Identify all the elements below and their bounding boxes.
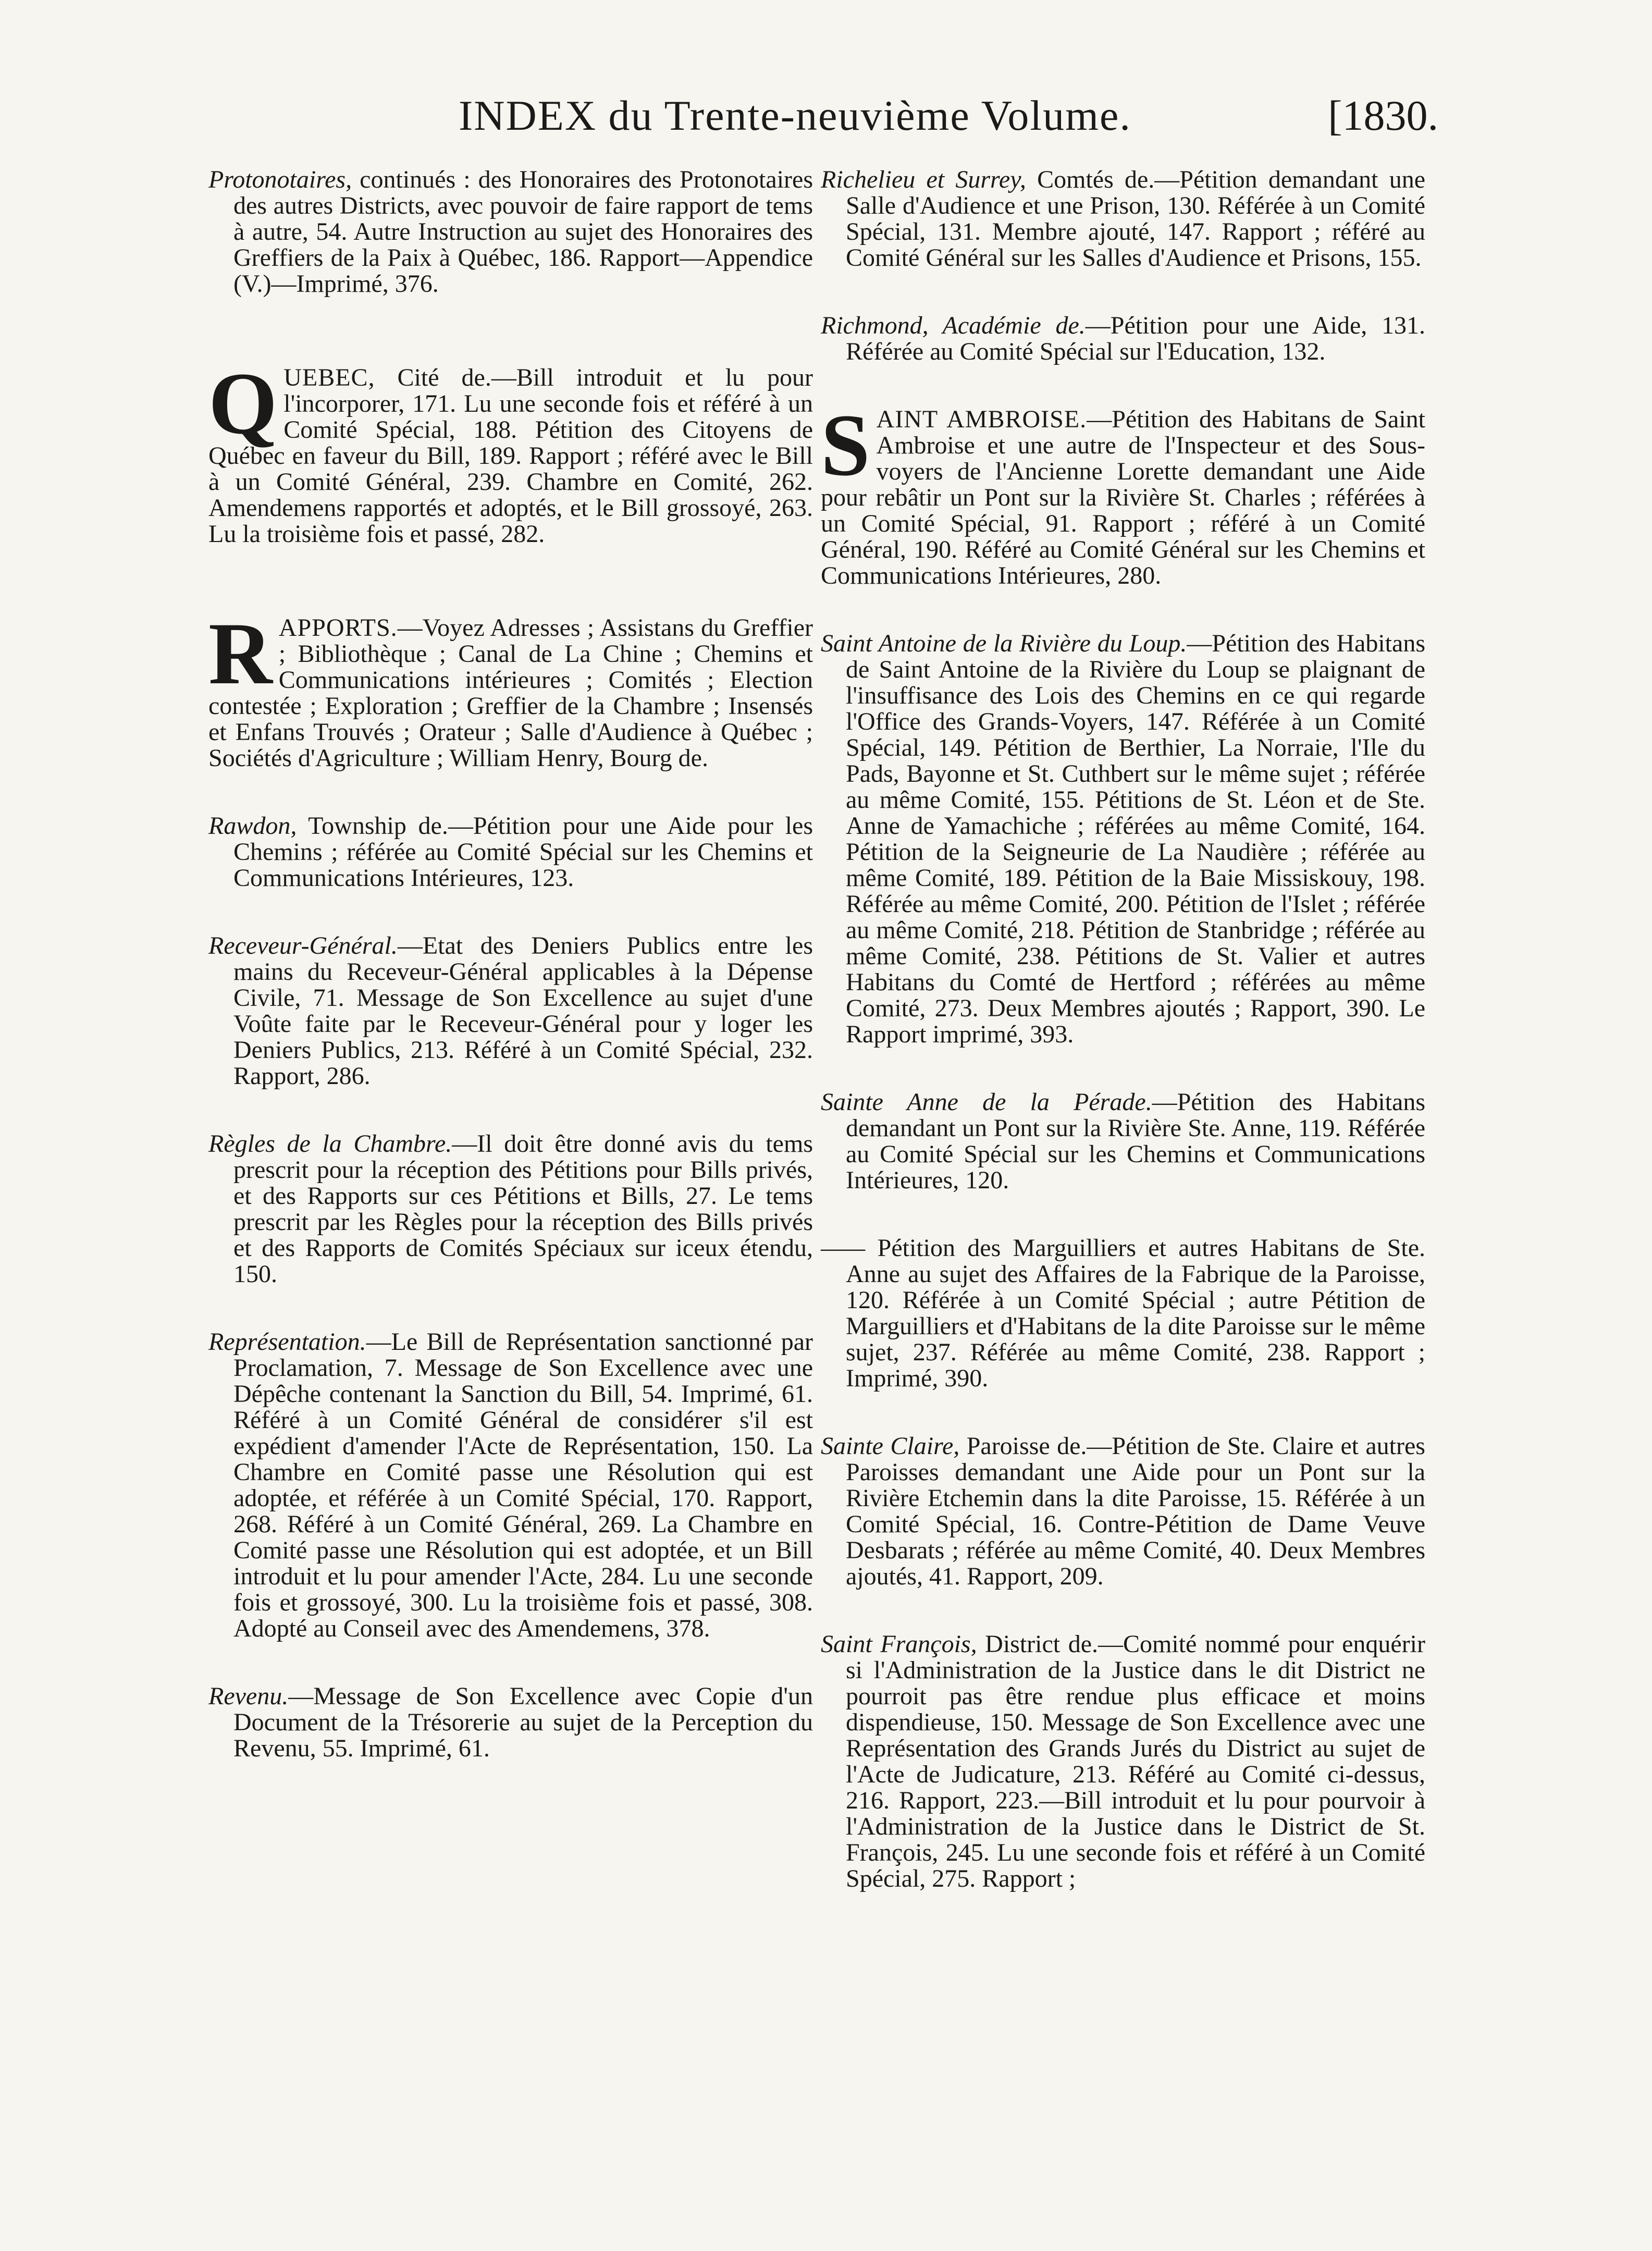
entry-text: Township de.—Pétition pour une Aide pour les Chemins ; référée au Comité Spécial sur les Chemins et Communications Intérieures, 123. [233,812,813,892]
entry-text: continués : des Honoraires des Protonotaires des autres Districts, avec pouvoir de faire rapport de tems à autre, 54. Autre Instruction au sujet des Honoraires des Greffiers de la Paix à Québec, 186. Rapport—Appendice (V.)—Imprimé, 376. [233,166,813,298]
entry-text: —Pétition des Habitans de Saint Ambroise et une autre de l'Inspecteur et des Sous-voyers de l'Ancienne Lorette demandant une Aide pour rebâtir un Pont sur la Rivière St. Charles ; référées à un Comité Spécial, 91. Rapport ; référé à un Comité Général, 190. Référé au Comité Général sur les Chemins et Communications Intérieures, 280. [821,405,1426,589]
drop-cap: S [821,396,870,494]
left-column [208,167,813,1803]
page-year: [1830. [1328,92,1438,139]
entry-heading: —— [821,1234,866,1262]
entry-text: —Pétition des Habitans de Saint Antoine de la Rivière du Loup se plaignant de l'insuffisance des Lois des Chemins en ce qui regarde l'Office des Grands-Voyers, 147. Référée à un Comité Spécial, 149. Pétition de Berthier, La Norraie, l'Ile du Pads, Bayonne et St. Cuthbert sur le même sujet ; référée au même Comité, 155. Pétitions de St. Léon et de Ste. Anne de Yamachiche ; référées au même Comité, 164. Pétition de la Seigneurie de La Naudière ; référée au même Comité, 189. Pétition de la Baie Missiskouy, 198. Référée au même Comité, 200. Pétition de l'Islet ; référée au même Comité, 218. Pétition de Stanbridge ; référée au même Comité, 238. Pétitions de St. Valier et autres Habitans du Comté de Hertford ; référées au même Comité, 273. Deux Membres ajoutés ; Rapport, 390. Le Rapport imprimé, 393. [846,630,1425,1048]
index-entry [208,1683,813,1762]
index-entry [821,396,1426,589]
entry-heading: APPORTS. [278,614,398,642]
entry-heading: Règles de la Chambre. [208,1130,452,1158]
index-entry [821,1433,1425,1590]
index-entry [208,813,813,891]
entry-heading: Revenu. [208,1682,289,1710]
index-entry [208,1131,813,1287]
drop-cap: R [208,605,273,703]
entry-text: —Etat des Deniers Publics entre les mains du Receveur-Général applicables à la Dépense Civile, 71. Message de Son Excellence au sujet d'une Voûte faite par le Receveur-Général pour y loger les Deniers Publics, 213. Référé à un Comité Spécial, 232. Rapport, 286. [233,932,813,1090]
index-entry [821,1235,1425,1392]
entry-text: —Il doit être donné avis du tems prescrit pour la réception des Pétitions pour Bills privés, et des Rapports sur ces Pétitions et Bills, 27. Le tems prescrit par les Règles pour la réception des Bills privés et des Rapports de Comités Spéciaux sur iceux étendu, 150. [233,1130,813,1288]
entry-text: Comtés de.—Pétition demandant une Salle d'Audience et une Prison, 130. Référée à un Comité Spécial, 131. Membre ajouté, 147. Rapport ; référé au Comité Général sur les Salles d'Audience et Prisons, 155. [846,166,1425,272]
index-entry [821,1631,1425,1892]
entry-text: —Le Bill de Représentation sanctionné par Proclamation, 7. Message de Son Excellence avec une Dépêche contenant la Sanction du Bill, 54. Imprimé, 61. Référé à un Comité Général de considérer s'il est expédient d'amender l'Acte de Représentation, 150. La Chambre en Comité passe une Résolution qui est adoptée, et référée à un Comité Spécial, 170. Rapport, 268. Référé à un Comité Général, 269. La Chambre en Comité passe une Résolution qui est adoptée, et un Bill introduit et lu pour amender l'Acte, 284. Lu une seconde fois et grossoyé, 300. Lu la troisième fois et passé, 308. Adopté au Conseil avec des Amendemens, 378. [233,1328,813,1642]
index-entry [208,167,813,297]
index-entry [208,605,813,772]
index-entry [821,313,1425,365]
entry-heading: Rawdon, [208,812,297,840]
entry-heading: Protonotaires, [208,166,352,193]
entry-text: Paroisse de.—Pétition de Ste. Claire et autres Paroisses demandant une Aide pour un Pont sur la Rivière Etchemin dans la dite Paroisse, 15. Référée à un Comité Spécial, 16. Contre-Pétition de Dame Veuve Desbarats ; référée au même Comité, 40. Deux Membres ajoutés, 41. Rapport, 209. [846,1432,1425,1590]
entry-text: —Voyez Adresses ; Assistans du Greffier ; Bibliothèque ; Canal de La Chine ; Chemins et Communications intérieures ; Comités ; Election contestée ; Exploration ; Greffier de la Chambre ; Insensés et Enfans Trouvés ; Orateur ; Salle d'Audience à Québec ; Sociétés d'Agriculture ; William Henry, Bourg de. [208,614,813,772]
entry-text: —Pétition des Habitans demandant un Pont sur la Rivière Ste. Anne, 119. Référée au Comité Spécial sur les Chemins et Communications Intérieures, 120. [846,1088,1426,1194]
entry-text: —Message de Son Excellence avec Copie d'un Document de la Trésorerie au sujet de la Perception du Revenu, 55. Imprimé, 61. [233,1682,813,1762]
page-header [198,91,1438,149]
index-entry [208,1329,813,1642]
entry-heading: Représentation. [208,1328,366,1356]
entry-heading: Receveur-Général. [208,932,398,960]
entry-heading: Saint Antoine de la Rivière du Loup. [821,630,1187,657]
index-entry [821,631,1425,1048]
entry-heading: Sainte Anne de la Pérade. [821,1088,1152,1116]
page-title: INDEX du Trente-neuvième Volume. [459,92,1131,139]
entry-text: Pétition des Marguilliers et autres Habitans de Ste. Anne au sujet des Affaires de la Fabrique de la Paroisse, 120. Référée à un Comité Spécial ; autre Pétition de Marguilliers et d'Habitans de la dite Paroisse sur le même sujet, 237. Référée au même Comité, 238. Rapport ; Imprimé, 390. [846,1234,1425,1392]
index-entry [208,933,813,1089]
entry-text: —Pétition pour une Aide, 131. Référée au Comité Spécial sur l'Education, 132. [846,312,1425,365]
entry-heading: Saint François, [821,1630,977,1658]
entry-text: Cité de.—Bill introduit et lu pour l'incorporer, 171. Lu une seconde fois et référé à un Comité Spécial, 188. Pétition des Citoyens de Québec en faveur du Bill, 189. Rapport ; référé avec le Bill à un Comité Général, 239. Chambre en Comité, 262. Amendemens rapportés et adoptés, et le Bill grossoyé, 263. Lu la troisième fois et passé, 282. [208,364,813,548]
entry-heading: UEBEC, [283,364,375,391]
right-column [821,167,1425,1934]
index-entry [821,1089,1425,1194]
index-entry [821,167,1425,271]
index-entry [208,354,813,548]
entry-heading: Richelieu et Surrey, [821,166,1026,193]
entry-text: District de.—Comité nommé pour enquérir si l'Administration de la Justice dans le dit District ne pourroit pas être rendue plus efficace et moins dispendieuse, 150. Message de Son Excellence avec une Représentation des Grands Jurés du District au sujet de l'Acte de Judicature, 213. Référé au Comité ci-dessus, 216. Rapport, 223.—Bill introduit et lu pour pourvoir à l'Administration de la Justice dans le District de St. François, 245. Lu une seconde fois et référé à un Comité Spécial, 275. Rapport ; [846,1630,1425,1892]
entry-heading: Sainte Claire, [821,1432,960,1460]
entry-heading: Richmond, Académie de. [821,312,1086,339]
entry-heading: AINT AMBROISE. [876,405,1087,433]
drop-cap: Q [208,354,278,452]
